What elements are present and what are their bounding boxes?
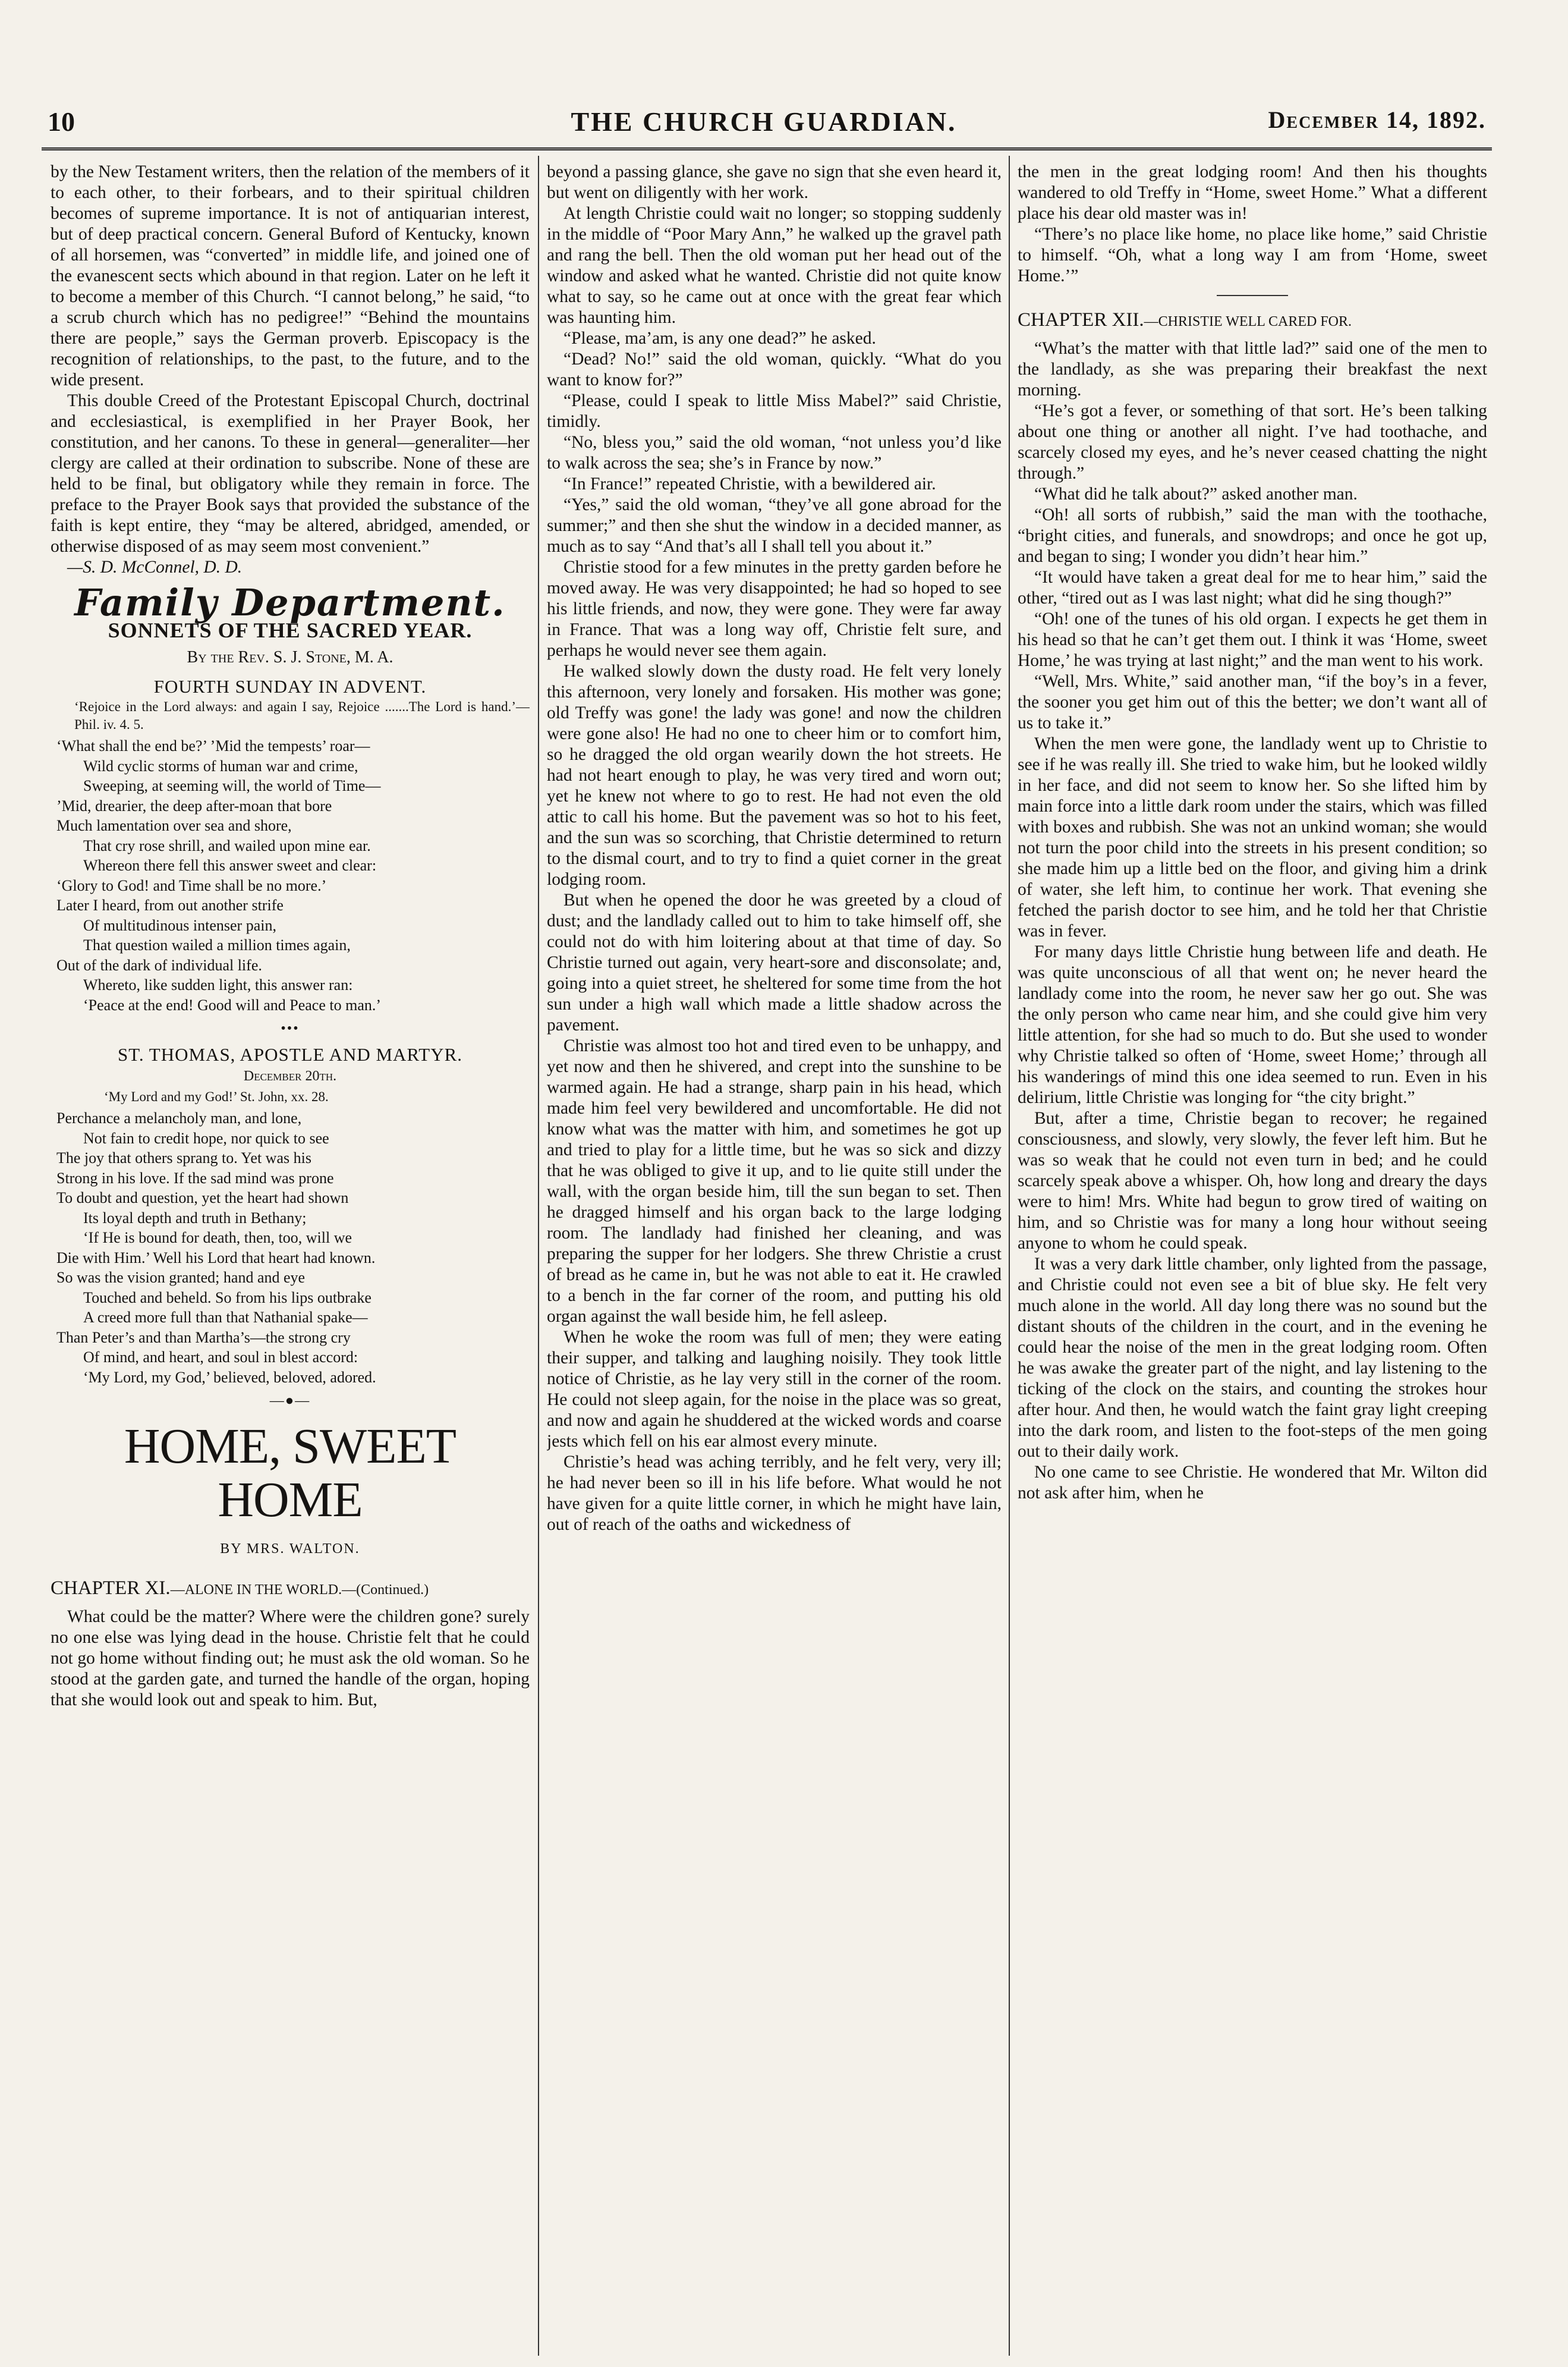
article-paragraph: When he woke the room was full of men; they were eating their supper, and talking and laughing noisily. They took little notice of Christie, as he lay very still in the corner of the room. He could not sleep again, for the noise in the place was so great, and now and again he shuddered at the wicked words and coarse jests which fell on his ear almost every minute. — [547, 1328, 1002, 1451]
header-rule — [42, 147, 1492, 150]
poem-line: That cry rose shrill, and wailed upon mine ear. — [83, 837, 371, 854]
poem-line: Not fain to credit hope, nor quick to see — [83, 1129, 329, 1147]
article-paragraph: “Oh! all sorts of rubbish,” said the man with the toothache, “bright cities, and funerals, and snowdrops; and once he got up, and began to sing; I wonder you didn’t hear him.” — [1018, 505, 1487, 566]
poem-line: Much lamentation over sea and shore, — [56, 817, 292, 834]
article-paragraph: “In France!” repeated Christie, with a bewildered air. — [563, 474, 936, 493]
poem-advent — [56, 736, 530, 1015]
poem-line: ‘Glory to God! and Time shall be no more.’ — [56, 876, 327, 894]
column-3-lower — [1018, 338, 1487, 1504]
article-paragraph: Christie’s head was aching terribly, and he felt very, very ill; he had never been so ill in his life before. What would he not have given for a quite little corner, in which he might have lain, out of reach of the oaths and wickedness of — [547, 1453, 1002, 1534]
column-1 — [51, 162, 530, 2356]
poem-line: Die with Him.’ Well his Lord that heart had known. — [56, 1249, 376, 1266]
article-paragraph: What could be the matter? Where were the children gone? surely no one else was lying dead in the house. Christie felt that he could not go home without finding out; he must ask the old woman. So he stood at the garden gate, and turned the handle of the organ, hoping that she would look out and speak to him. But, — [51, 1607, 530, 1709]
page-number: 10 — [48, 106, 75, 137]
article-paragraph: “Dead? No!” said the old woman, quickly. “What do you want to know for?” — [547, 350, 1002, 389]
poem-line: Later I heard, from out another strife — [56, 897, 284, 914]
poem-line: ‘My Lord, my God,’ believed, beloved, adored. — [83, 1368, 376, 1386]
poem-line: Perchance a melancholy man, and lone, — [56, 1109, 302, 1127]
article-paragraph: But, after a time, Christie began to recover; he regained consciousness, and slowly, very slowly, the fever left him. But he was so weak that he could not even turn in bed; and he could scarcely speak above a whisper. Oh, how long and dreary the days were to him! Mrs. White had begun to grow tired of waiting on him, and so Christie was for many a long hour without seeing anyone to whom he could speak. — [1018, 1109, 1487, 1253]
poem-line: The joy that others sprang to. Yet was his — [56, 1149, 311, 1167]
poem-line: ‘If He is bound for death, then, too, will we — [83, 1229, 352, 1246]
story-title: HOME, SWEET HOME — [124, 1419, 456, 1527]
poem-line: ‘Peace at the end! Good will and Peace to man.’ — [83, 996, 382, 1014]
article-paragraph: But when he opened the door he was greeted by a cloud of dust; and the landlady called out to him to take himself off, she could not do with him loitering about at that time of day. So Christie turned out again, very heart-sore and disconsolate; and, going into a quiet street, he sheltered for some time from the hot sun under a high wall which made a little shadow across the pavement. — [547, 891, 1002, 1035]
column-3 — [1018, 162, 1487, 2356]
poem-line: Whereto, like sudden light, this answer ran: — [83, 976, 353, 994]
article-paragraph: “Please, ma’am, is any one dead?” he asked. — [563, 329, 876, 348]
poem-epigraph: ‘My Lord and my God!’ St. John, xx. 28. — [104, 1089, 329, 1104]
column-3-upper — [1018, 162, 1487, 287]
issue-date: December 14, 1892. — [1268, 106, 1486, 133]
article-paragraph: “There’s no place like home, no place like home,” said Christie to himself. “Oh, what a long way I am from ‘Home, sweet Home.’” — [1018, 225, 1487, 285]
poem-line: ’Mid, drearier, the deep after-moan that bore — [56, 797, 332, 815]
masthead — [42, 106, 1486, 147]
article-paragraph: For many days little Christie hung between life and death. He was quite unconscious of all that went on; he never heard the landlady come into the room, he never saw her go out. She was the only person who came near him, and she could give him very little attention, for she had so much to do. But she used to wonder why Christie talked so often of ‘Home, sweet Home;’ through all his wanderings of mind this one idea seemed to run. Even in his delirium, little Christie was longing for “the city bright.” — [1018, 942, 1487, 1107]
article-paragraph: This double Creed of the Protestant Episcopal Church, doctrinal and ecclesiastical, is exemplified in her Prayer Book, her constitution, and her canons. To these in general—generaliter—her clergy are called at their ordination to subscribe. None of these are held to be final, but obligatory while they remain in force. The preface to the Prayer Book says that provided the substance of the faith is kept entire, they “may be altered, abridged, amended, or otherwise disposed of as may seem most convenient.” — [51, 391, 530, 556]
chapter-number: CHAPTER XII. — [1018, 309, 1144, 331]
ornament-divider: —●— — [269, 1393, 311, 1409]
publication-title: THE CHURCH GUARDIAN. — [571, 106, 957, 137]
poem-line: ‘What shall the end be?’ ’Mid the tempests’ roar— — [56, 737, 370, 755]
poem-line: Out of the dark of individual life. — [56, 956, 262, 974]
article-paragraph: Christie stood for a few minutes in the pretty garden before he moved away. He was very disappointed; he had so hoped to see his little friends, and now, they were gone. They were far away in France. That was a long way off, Christie felt sure, and perhaps he would never see them again. — [547, 558, 1002, 660]
poem-line: Whereon there fell this answer sweet and clear: — [83, 857, 377, 874]
poem-thomas — [56, 1108, 530, 1387]
article-paragraph: “He’s got a fever, or something of that sort. He’s been talking about one thing or another all night. I’ve had toothache, and scarcely closed my eyes, and he’s never ceased chatting the night through.” — [1018, 401, 1487, 483]
chapter-heading — [51, 1576, 530, 1602]
article-paragraph: “What did he talk about?” asked another man. — [1034, 485, 1358, 504]
article-paragraph: “It would have taken a great deal for me to hear him,” said the other, “tired out as I was last night; what did he sing though?” — [1018, 568, 1487, 608]
column-divider-2 — [1009, 156, 1010, 2356]
poem-line: Strong in his love. If the sad mind was prone — [56, 1169, 334, 1187]
article-paragraph: No one came to see Christie. He wondered that Mr. Wilton did not ask after him, when he — [1018, 1463, 1487, 1502]
article-paragraph: “What’s the matter with that little lad?” said one of the men to the landlady, as she was preparing their breakfast the next morning. — [1018, 339, 1487, 400]
poem-line: That question wailed a million times again, — [83, 936, 351, 954]
column-divider-1 — [538, 156, 539, 2356]
poem-line: Wild cyclic storms of human war and crime, — [83, 757, 358, 775]
chapter-subtitle: —ALONE IN THE WORLD.—(Continued.) — [170, 1582, 429, 1598]
story-author: BY MRS. WALTON. — [220, 1541, 360, 1557]
poem-title: ST. THOMAS, APOSTLE AND MARTYR. — [117, 1044, 463, 1065]
column-2 — [547, 162, 1002, 2356]
article-paragraph: It was a very dark little chamber, only lighted from the passage, and Christie could not even see a bit of blue sky. He felt very much alone in the world. All day long there was no sound but the distant shouts of the children in the court, and in the evening he could hear the noise of the men in the great lodging room. Often he was awake the greater part of the night, and lay listening to the ticking of the clock on the stairs, and counting the strokes hour after hour. And then, he would watch the faint gray light creeping into the dark room, and listen to the foot-steps of the men going out to their daily work. — [1018, 1255, 1487, 1461]
article-paragraph: When the men were gone, the landlady went up to Christie to see if he was really ill. She tried to wake him, but he looked wildly in her face, and did not seem to know her. So she lifted him by main force into a little dark room under the stairs, which was filled with boxes and rubbish. She was not an unkind woman; she would not turn the poor child into the streets in his present condition; so she made him up a little bed on the floor, and giving him a drink of water, she left him, to continue her work. That evening she fetched the parish doctor to see him, and he told her that Christie was in fever. — [1018, 734, 1487, 941]
poem-line: A creed more full than that Nathanial spake— — [83, 1309, 368, 1326]
ornament-divider: ••• — [281, 1021, 300, 1036]
poem-line: Of mind, and heart, and soul in blest accord: — [83, 1348, 358, 1366]
article-paragraph: the men in the great lodging room! And then his thoughts wandered to old Treffy in “Home, sweet Home.” What a different place his dear old master was in! — [1018, 162, 1487, 223]
poem-date: December 20th. — [243, 1068, 337, 1084]
poem-line: So was the vision granted; hand and eye — [56, 1269, 306, 1286]
article-paragraph: Christie was almost too hot and tired even to be unhappy, and yet now and then he shivered, and crept into the sunshine to be warmed again. He had a strange, sharp pain in his head, which made him feel very bewildered and uncomfortable. He did not know what was the matter with him, and sometimes he got up and tried to play for a little time, but he was so sick and dizzy that he was obliged to give it up, and to lie quite still under the wall, with the organ beside him, till the sun began to set. Then he dragged himself and his organ back to the large lodging room. The landlady had finished her cleaning, and was preparing the supper for her lodgers. She threw Christie a crust of bread as he came in, but he was not able to eat it. He crawled to a bench in the far corner of the room, and putting his old organ against the wall beside him, he fell asleep. — [547, 1036, 1002, 1326]
section-rule — [1217, 295, 1288, 296]
poem-title: FOURTH SUNDAY IN ADVENT. — [153, 676, 427, 697]
poem-epigraph: ‘Rejoice in the Lord always: and again I say, Rejoice .......The Lord is hand.’—Phil. iv. 4. 5. — [74, 699, 530, 732]
chapter-subtitle: —CHRISTIE WELL CARED FOR. — [1144, 314, 1352, 329]
article-signature: —S. D. McConnel, D. D. — [67, 558, 243, 577]
article-paragraph: At length Christie could wait no longer; so stopping suddenly in the middle of “Poor Mary Ann,” he walked up the gravel path and rang the bell. Then the old woman put her head out of the window and asked what he wanted. Christie did not quite know what to say, so he came out at once with the great fear which was haunting him. — [547, 204, 1002, 327]
poem-line: To doubt and question, yet the heart had shown — [56, 1189, 349, 1206]
chapter-number: CHAPTER XI. — [51, 1577, 171, 1599]
article-paragraph: “Please, could I speak to little Miss Mabel?” said Christie, timidly. — [547, 391, 1002, 431]
article-paragraph: “No, bless you,” said the old woman, “not unless you’d like to walk across the sea; she’s in France by now.” — [547, 433, 1002, 473]
poem-line: Its loyal depth and truth in Bethany; — [83, 1209, 307, 1227]
chapter-heading — [1018, 308, 1487, 334]
poem-line: Sweeping, at seeming will, the world of Time— — [83, 777, 381, 794]
department-heading: Family Department. — [74, 581, 506, 624]
poem-line: Touched and beheld. So from his lips outbrake — [83, 1288, 371, 1306]
article-paragraph: “Oh! one of the tunes of his old organ. I expects he get them in his head so that he can’t get them out. I think it was ‘Home, sweet Home,’ he was trying at last night;” and the man went to his work. — [1018, 609, 1487, 670]
poem-line: Than Peter’s and than Martha’s—the strong cry — [56, 1328, 351, 1346]
section-title: SONNETS OF THE SACRED YEAR. — [108, 618, 473, 642]
poem-line: Of multitudinous intenser pain, — [83, 916, 276, 934]
byline: By the Rev. S. J. Stone, M. A. — [187, 648, 393, 667]
article-paragraph: “Yes,” said the old woman, “they’ve all gone abroad for the summer;” and then she shut the window in a decided manner, as much as to say “And that’s all I shall tell you about it.” — [547, 495, 1002, 556]
article-paragraph: by the New Testament writers, then the relation of the members of it to each other, to their forbears, and to their spiritual children becomes of supreme importance. It is not of antiquarian interest, but of deep practical concern. General Buford of Kentucky, known of all horsemen, was “converted” in middle life, and joined one of the evanescent sects which abound in that region. Later on he left it to become a member of this Church. “I cannot belong,” he said, “to a scrub church which has no pedigree!” “Behind the mountains there are people,” says the German proverb. Episcopacy is the recognition of relationships, to the past, to the future, and to the wide present. — [51, 162, 530, 389]
article-paragraph: He walked slowly down the dusty road. He felt very lonely this afternoon, very lonely and forsaken. His mother was gone; old Treffy was gone! the lady was gone! and now the children were gone also! He had no one to cheer him or to comfort him, so he dragged the old organ wearily down the hot streets. He had not heart enough to play, he was very tired and worn out; yet he knew not where to go to rest. He had not even the old attic to call his home. But the pavement was so hot to his feet, and the sun was so scorching, that Christie determined to return to the dismal court, and to try to find a quiet corner in the great lodging room. — [547, 662, 1002, 889]
article-paragraph: beyond a passing glance, she gave no sign that she even heard it, but went on diligently with her work. — [547, 162, 1002, 202]
article-paragraph: “Well, Mrs. White,” said another man, “if the boy’s in a fever, the sooner you get him out of this the better; we don’t want all of us to take it.” — [1018, 672, 1487, 733]
